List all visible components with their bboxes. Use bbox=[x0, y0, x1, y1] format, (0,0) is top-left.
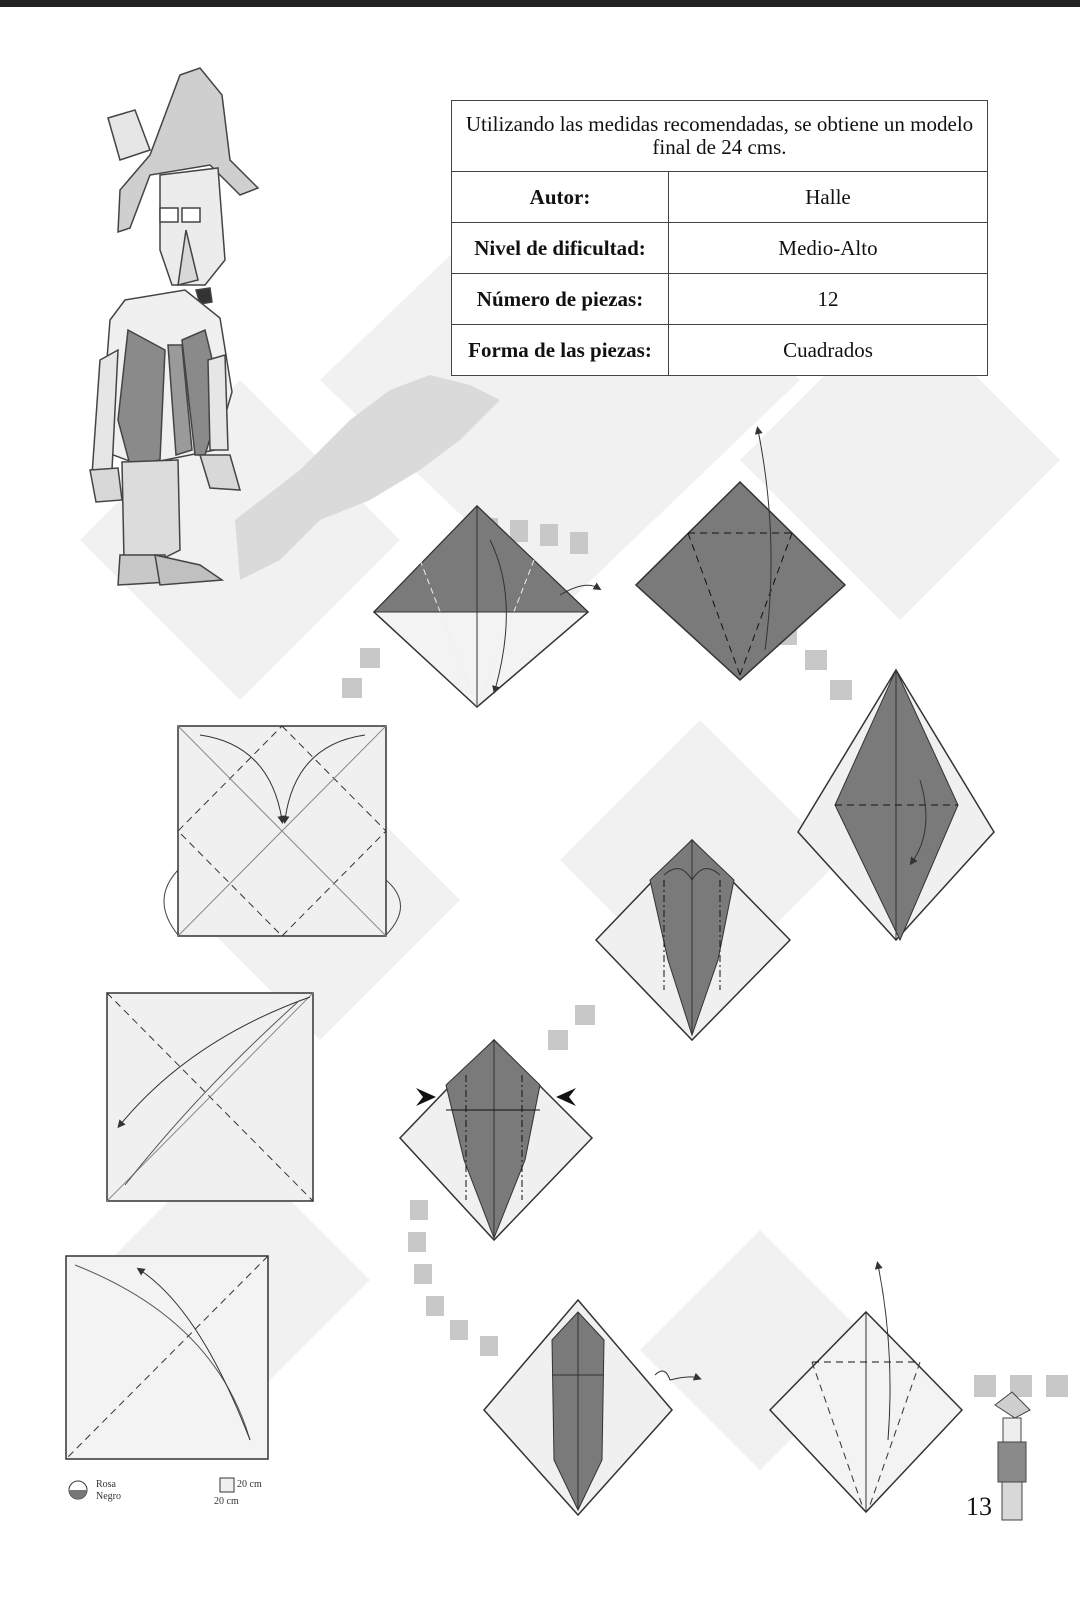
step-4-diamond bbox=[374, 506, 598, 707]
step-10-diamond bbox=[770, 1265, 962, 1512]
shape-label: Forma de las piezas: bbox=[452, 325, 669, 376]
legend-color-front: Rosa bbox=[96, 1479, 116, 1490]
legend-width: 20 cm bbox=[237, 1479, 262, 1490]
mini-character bbox=[995, 1392, 1030, 1520]
author-label: Autor: bbox=[452, 172, 669, 223]
legend-symbols bbox=[69, 1478, 234, 1499]
difficulty-value: Medio-Alto bbox=[669, 223, 988, 274]
step-8-kite bbox=[400, 1040, 592, 1240]
legend-height: 20 cm bbox=[214, 1496, 239, 1507]
author-value: Halle bbox=[669, 172, 988, 223]
step-6-kite bbox=[798, 670, 994, 940]
character-illustration bbox=[90, 68, 258, 585]
legend-color-back: Negro bbox=[96, 1491, 121, 1502]
page-number: 13 bbox=[966, 1492, 992, 1521]
intro-text: Utilizando las medidas recomendadas, se obtiene un modelo final de 24 cms. bbox=[452, 101, 988, 172]
step-1-square bbox=[66, 1256, 268, 1459]
step-9-kite bbox=[484, 1300, 698, 1515]
step-5-diamond bbox=[636, 430, 845, 680]
step-3-square bbox=[164, 726, 401, 936]
pieces-value: 12 bbox=[669, 274, 988, 325]
difficulty-label: Nivel de dificultad: bbox=[452, 223, 669, 274]
step-2-square bbox=[107, 993, 313, 1201]
step-7-kite bbox=[596, 840, 790, 1040]
pieces-label: Número de piezas: bbox=[452, 274, 669, 325]
shape-value: Cuadrados bbox=[669, 325, 988, 376]
